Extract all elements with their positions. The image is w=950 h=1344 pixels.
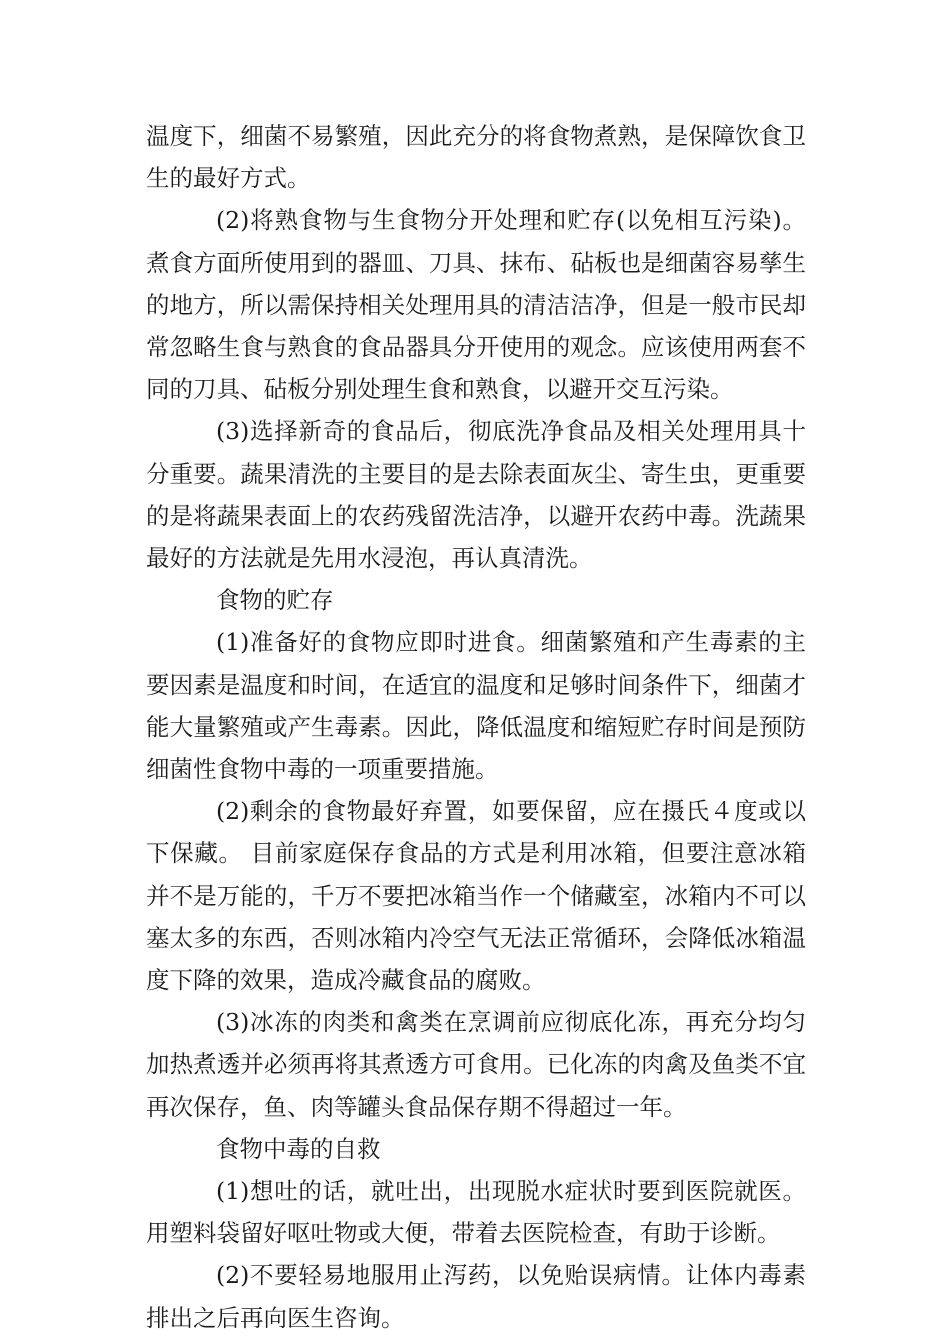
paragraph-separate-raw-cooked: (2)将熟食物与生食物分开处理和贮存(以免相互污染)。煮食方面所使用到的器皿、刀具、抹布、砧板也是细菌容易孳生的地方，所以需保持相关处理用具的清洁洁净，但是一般市民却常忽略生食与熟食的食品器具分开使用的观念。应该使用两套不同的刀具、砧板分别处理生食和熟食，以避开交互污染。 (146, 206, 806, 404)
heading-food-poisoning-self-rescue: 食物中毒的自救 (216, 1134, 381, 1163)
paragraph-storage-3: (3)冰冻的肉类和禽类在烹调前应彻底化冻，再充分均匀加热煮透并必须再将其煮透方可食用。已化冻的肉禽及鱼类不宜再次保存，鱼、肉等罐头食品保存期不得超过一年。 (146, 1008, 806, 1121)
paragraph-storage-2: (2)剩余的食物最好弃置，如要保留，应在摄氏４度或以下保藏。 目前家庭保存食品的方式是利用冰箱，但要注意冰箱并不是万能的，千万不要把冰箱当作一个储藏室，冰箱内不可以塞太多的东西，否则冰箱内冷空气无法正常循环，会降低冰箱温度下降的效果，造成冷藏食品的腐败。 (146, 797, 806, 995)
paragraph-wash-food: (3)选择新奇的食品后，彻底洗净食品及相关处理用具十分重要。蔬果清洗的主要目的是去除表面灰尘、寄生虫，更重要的是将蔬果表面上的农药残留洗洁净，以避开农药中毒。洗蔬果最好的方法就是先用水浸泡，再认真清洗。 (146, 417, 806, 573)
document-body (146, 115, 806, 1339)
paragraph-rescue-1: (1)想吐的话，就吐出，出现脱水症状时要到医院就医。用塑料袋留好呕吐物或大便，带着去医院检查，有助于诊断。 (146, 1177, 806, 1248)
paragraph-continuation: 温度下，细菌不易繁殖，因此充分的将食物煮熟，是保障饮食卫生的最好方式。 (146, 122, 806, 193)
heading-food-storage: 食物的贮存 (216, 586, 334, 615)
paragraph-storage-1: (1)准备好的食物应即时进食。细菌繁殖和产生毒素的主要因素是温度和时间，在适宜的温度和足够时间条件下，细菌才能大量繁殖或产生毒素。因此，降低温度和缩短贮存时间是预防细菌性食物中毒的一项重要措施。 (146, 628, 806, 784)
paragraph-rescue-2: (2)不要轻易地服用止泻药，以免贻误病情。让体内毒素排出之后再向医生咨询。 (146, 1261, 806, 1332)
